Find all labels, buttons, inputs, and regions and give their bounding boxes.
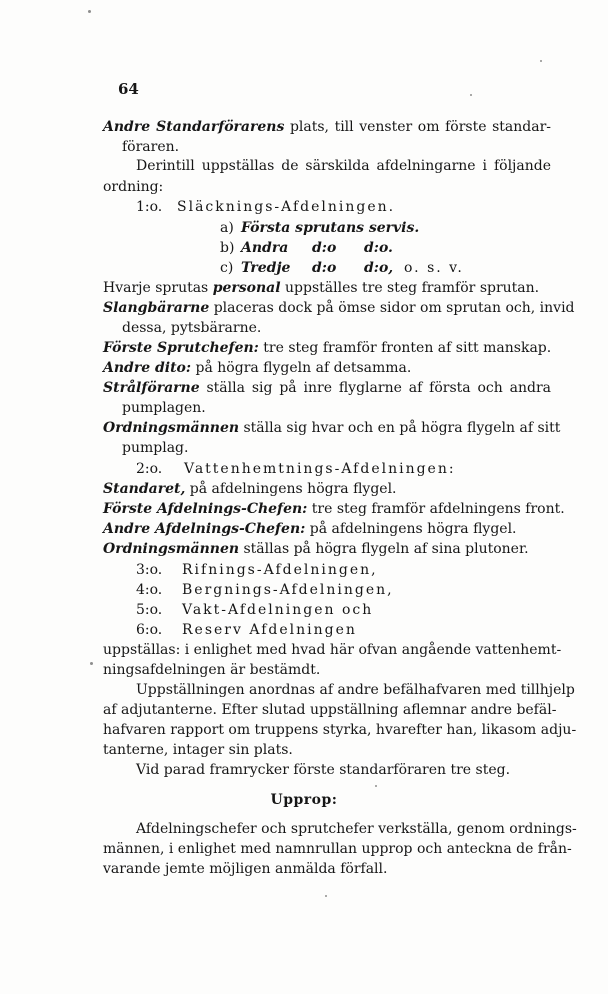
text-line	[103, 419, 561, 437]
text-line: föraren.	[122, 139, 180, 155]
text-line: männen, i enlighet med namnrullan upprop och anteckna de från-	[103, 841, 572, 857]
text-line	[103, 359, 411, 377]
text-line: af adjutanterne. Efter slutad uppställning aflemnar andre befäl-	[103, 702, 557, 718]
text-line: Vid parad framrycker förste standarföraren tre steg.	[136, 762, 511, 778]
section-number: 1:o.	[136, 199, 163, 215]
text-line	[103, 500, 565, 518]
section-number: 6:o.	[136, 622, 163, 638]
section-title: Bergnings-Afdelningen,	[182, 582, 394, 598]
italic-term: Ordningsmännen	[103, 420, 240, 436]
text-line: hafvaren rapport om truppens styrka, hvarefter han, likasom adju-	[103, 722, 577, 738]
scan-speck	[90, 662, 93, 665]
scan-speck	[88, 10, 91, 13]
section-title: Rifnings-Afdelningen,	[182, 562, 378, 578]
line-text: plats, till venster om förste standar-	[289, 119, 551, 135]
line-text: tre steg framför fronten af sitt manskap.	[263, 340, 552, 356]
text-line	[103, 520, 517, 538]
section-title: Reserv Afdelningen	[182, 622, 357, 638]
text-line	[103, 480, 397, 498]
section-heading: Upprop:	[270, 792, 338, 808]
line-text: ställa sig på inre flyglarne af första och andra	[206, 380, 551, 396]
list-etc: o. s. v.	[404, 260, 464, 276]
section-number: 3:o.	[136, 562, 163, 578]
list-text: Första sprutans servis.	[241, 220, 420, 236]
text-line: Afdelningschefer och sprutchefer verkställa, genom ordnings-	[136, 821, 577, 837]
line-text: på afdelningens högra flygel.	[309, 521, 517, 537]
line-text: Hvarje sprutas	[103, 280, 209, 296]
section-number: 5:o.	[136, 602, 163, 618]
italic-term: Standaret,	[103, 481, 186, 497]
line-text: placeras dock på ömse sidor om sprutan och, invid	[213, 300, 575, 316]
scan-speck	[375, 785, 377, 787]
list-text: Tredje	[241, 260, 291, 276]
line-text: på afdelningens högra flygel.	[189, 481, 397, 497]
text-line: tanterne, intager sin plats.	[103, 742, 293, 758]
list-text: Andra	[241, 240, 289, 256]
text-line	[103, 299, 575, 317]
italic-term: Förste Afdelnings-Chefen:	[103, 501, 308, 517]
line-text: uppställes tre steg framför sprutan.	[285, 280, 540, 296]
italic-term: Förste Sprutchefen:	[103, 340, 259, 356]
text-line: varande jemte möjligen anmälda förfall.	[103, 861, 388, 877]
italic-term: Andre dito:	[103, 360, 192, 376]
list-label: b)	[220, 240, 235, 256]
text-line: ningsafdelningen är bestämdt.	[103, 662, 321, 678]
italic-term: Slangbärarne	[103, 300, 210, 316]
list-ditto: d:o	[312, 240, 337, 256]
text-line: pumplag.	[122, 440, 189, 456]
italic-term: Andre Afdelnings-Chefen:	[103, 521, 306, 537]
line-text: ställas på högra flygeln af sina plutoner.	[243, 541, 529, 557]
scan-speck	[470, 94, 472, 96]
text-line: ordning:	[103, 179, 164, 195]
italic-term: personal	[212, 280, 281, 296]
text-line: uppställas: i enlighet med hvad här ofvan angående vattenhemt-	[103, 642, 562, 658]
line-text: på högra flygeln af detsamma.	[195, 360, 412, 376]
list-ditto: d:o	[312, 260, 337, 276]
text-line	[103, 279, 539, 297]
section-title: Släcknings-Afdelningen.	[177, 199, 396, 215]
scan-speck	[325, 895, 327, 897]
page-number: 64	[118, 80, 139, 98]
italic-term: Andre Standarförarens	[103, 119, 285, 135]
text-line: pumplagen.	[122, 400, 206, 416]
text-line: Derintill uppställas de särskilda afdelningarne i följande	[136, 158, 551, 174]
text-line	[103, 339, 551, 357]
list-label: c)	[220, 260, 234, 276]
section-title: Vakt-Afdelningen och	[182, 602, 374, 618]
text-line: Uppställningen anordnas af andre befälhafvaren med tillhjelp	[136, 682, 575, 698]
text-line	[103, 118, 551, 136]
list-ditto: d:o.	[364, 240, 393, 256]
section-number: 4:o.	[136, 582, 163, 598]
text-line: dessa, pytsbärarne.	[122, 320, 262, 336]
section-number: 2:o.	[136, 461, 163, 477]
scan-speck	[540, 60, 542, 62]
line-text: tre steg framför afdelningens front.	[311, 501, 565, 517]
text-line	[103, 540, 529, 558]
list-label: a)	[220, 220, 234, 236]
list-ditto: d:o,	[364, 260, 394, 276]
text-line	[103, 379, 551, 397]
section-title: Vattenhemtnings-Afdelningen:	[184, 461, 456, 477]
line-text: ställa sig hvar och en på högra flygeln af sitt	[243, 420, 561, 436]
italic-term: Strålförarne	[103, 380, 200, 396]
italic-term: Ordningsmännen	[103, 541, 240, 557]
